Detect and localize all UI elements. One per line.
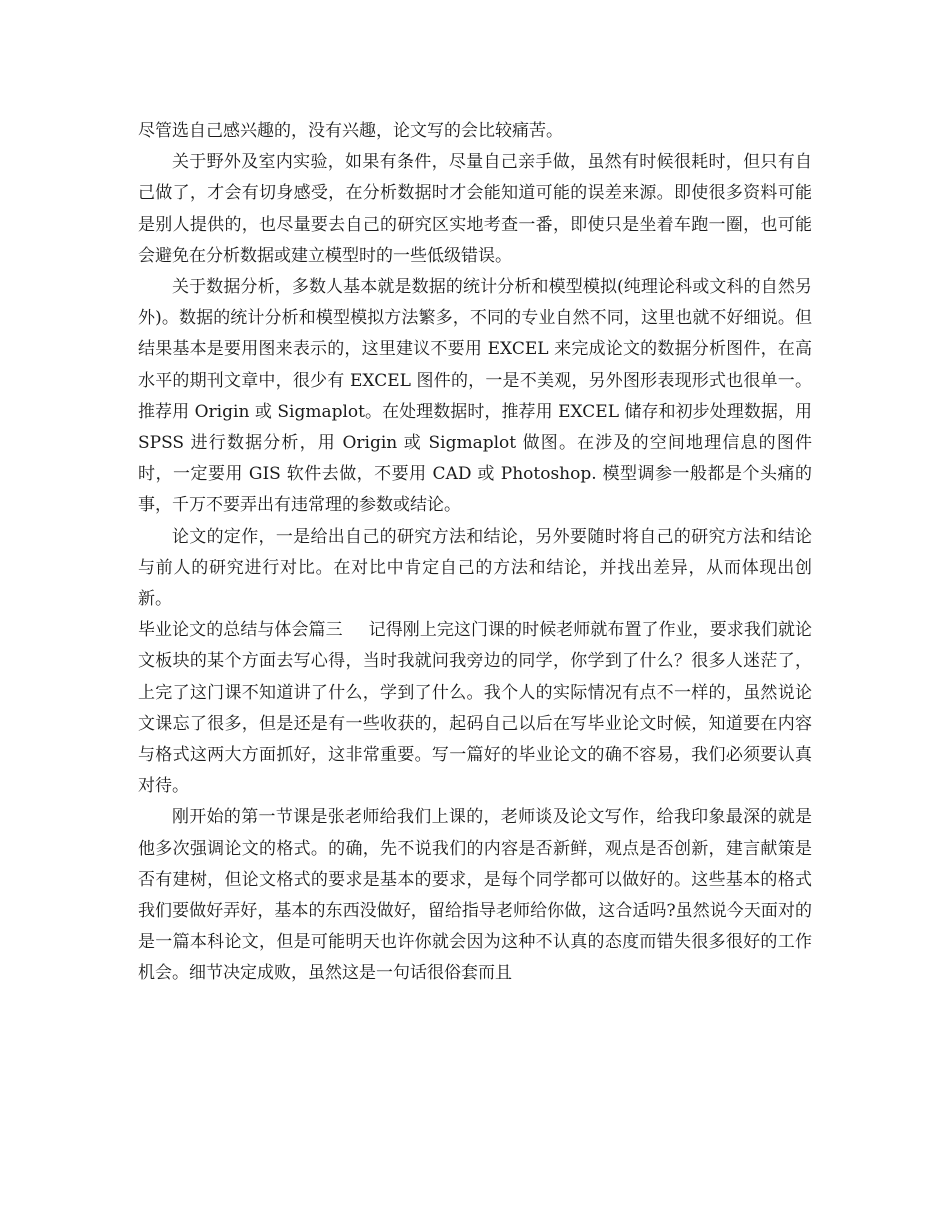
paragraph-3: 关于数据分析，多数人基本就是数据的统计分析和模型模拟(纯理论科或文科的自然另外)。数据的统计分析和模型模拟方法繁多，不同的专业自然不同，这里也就不好细说。但结果基本是要用图来表示的，这里建议不要用 EXCEL 来完成论文的数据分析图件，在高水平的期刊文章中，很少有 EXCEL 图件的，一是不美观，另外图形表现形式也很单一。推荐用 Origin 或 Sigmaplot。在处理数据时，推荐用 EXCEL 储存和初步处理数据，用 SPSS 进行数据分析，用 Origin 或 Sigmaplot 做图。在涉及的空间地理信息的图件时，一定要用 GIS 软件去做，不要用 CAD 或 Photoshop. 模型调参一般都是个头痛的事，千万不要弄出有违常理的参数或结论。 (138, 277, 812, 516)
section-paragraph (138, 615, 812, 802)
document-body (138, 116, 812, 990)
paragraph-1: 尽管选自己感兴趣的，没有兴趣，论文写的会比较痛苦。 (138, 121, 563, 141)
paragraph-5: 记得刚上完这门课的时候老师就布置了作业，要求我们就论文板块的某个方面去写心得，当时我就问我旁边的同学，你学到了什么？很多人迷茫了，上完了这门课不知道讲了什么，学到了什么。我个人的实际情况有点不一样的，虽然说论文课忘了很多，但是还是有一些收获的，起码自己以后在写毕业论文时候，知道要在内容与格式这两大方面抓好，这非常重要。写一篇好的毕业论文的确不容易，我们必须要认真对待。 (138, 620, 813, 797)
paragraph-6: 刚开始的第一节课是张老师给我们上课的，老师谈及论文写作，给我印象最深的就是他多次强调论文的格式。的确，先不说我们的内容是否新鲜，观点是否创新，建言献策是否有建树，但论文格式的要求是基本的要求，是每个同学都可以做好的。这些基本的格式我们要做好弄好，基本的东西没做好，留给指导老师给你做，这合适吗?虽然说今天面对的是一篇本科论文，但是可能明天也许你就会因为这种不认真的态度而错失很多很好的工作机会。细节决定成败，虽然这是一句话很俗套而且 (138, 807, 812, 984)
paragraph-2: 关于野外及室内实验，如果有条件，尽量自己亲手做，虽然有时候很耗时，但只有自己做了，才会有切身感受，在分析数据时才会能知道可能的误差来源。即使很多资料可能是别人提供的，也尽量要去自己的研究区实地考查一番，即使只是坐着车跑一圈，也可能会避免在分析数据或建立模型时的一些低级错误。 (138, 152, 812, 266)
paragraph-4: 论文的定作，一是给出自己的研究方法和结论，另外要随时将自己的研究方法和结论与前人的研究进行对比。在对比中肯定自己的方法和结论，并找出差异，从而体现出创新。 (138, 526, 812, 610)
section-heading: 毕业论文的总结与体会篇三 (138, 620, 343, 641)
